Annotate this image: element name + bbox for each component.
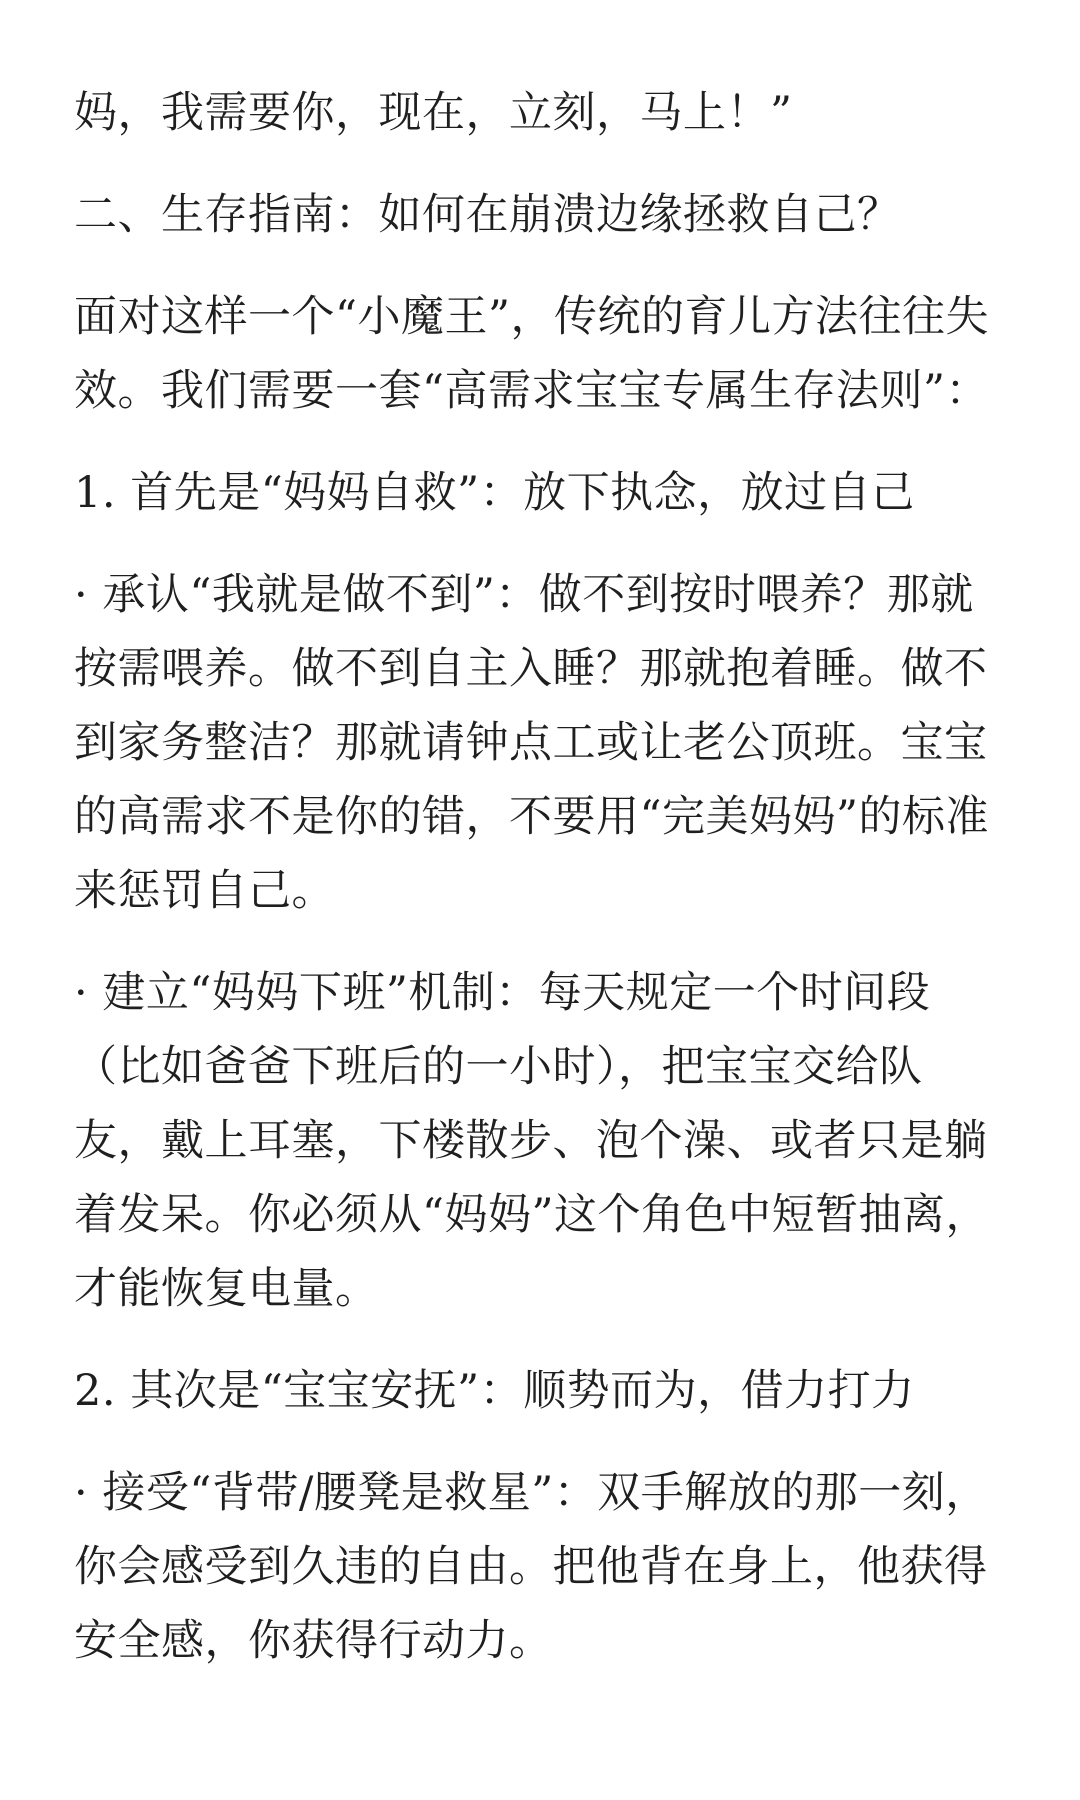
subheading-baby-soothing: 2. 其次是“宝宝安抚”：顺势而为，借力打力 bbox=[74, 1366, 915, 1416]
bullet-accept-limits: · 承认“我就是做不到”：做不到按时喂养？那就按需喂养。做不到自主入睡？那就抱着睡。做不到家务整洁？那就请钟点工或让老公顶班。宝宝的高需求不是你的错，不要用“完美妈妈”的标准来惩罚自己。 bbox=[74, 570, 989, 916]
paragraph-intro: 面对这样一个“小魔王”，传统的育儿方法往往失效。我们需要一套“高需求宝宝专属生存法则”： bbox=[74, 292, 989, 416]
bullet-mom-off-duty: · 建立“妈妈下班”机制：每天规定一个时间段（比如爸爸下班后的一小时），把宝宝交给队友，戴上耳塞，下楼散步、泡个澡、或者只是躺着发呆。你必须从“妈妈”这个角色中短暂抽离，才能恢复电量。 bbox=[74, 968, 989, 1314]
subheading-mom-self-rescue: 1. 首先是“妈妈自救”：放下执念，放过自己 bbox=[74, 468, 915, 518]
paragraph-quote-end: 妈，我需要你，现在，立刻，马上！” bbox=[74, 88, 793, 138]
bullet-baby-carrier: · 接受“背带/腰凳是救星”：双手解放的那一刻，你会感受到久违的自由。把他背在身上，他获得安全感，你获得行动力。 bbox=[74, 1468, 989, 1666]
section-heading-survival-guide: 二、生存指南：如何在崩溃边缘拯救自己？ bbox=[74, 190, 901, 240]
